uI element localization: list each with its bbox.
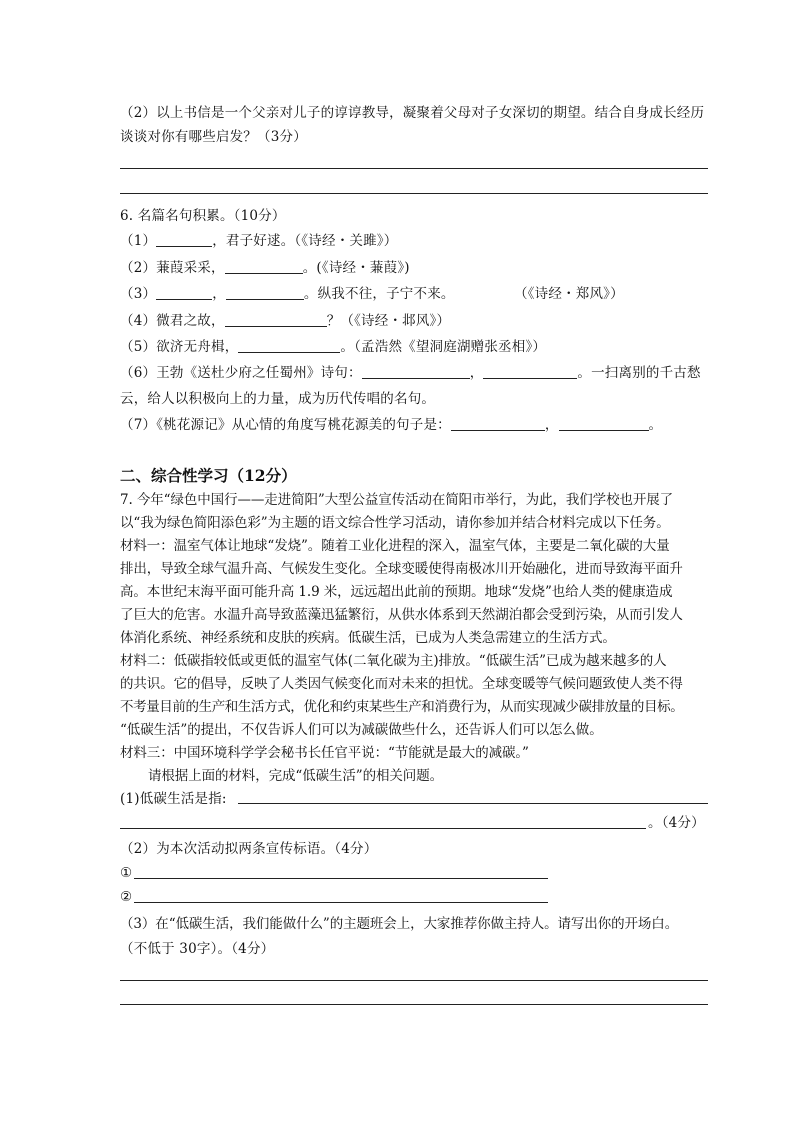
material-1-line: 体消化系统、神经系统和皮肤的疾病。低碳生活，已成为人类急需建立的生活方式。	[120, 630, 616, 646]
slogan-2-marker: ②	[120, 889, 133, 905]
instruction: 请根据上面的材料，完成“低碳生活”的相关问题。	[148, 768, 444, 784]
q7-intro-2: 以“我为绿色简阳添色彩”为主题的语文综合性学习活动，请你参加并结合材料完成以下任务。	[120, 515, 670, 531]
slogan-1-line[interactable]	[134, 878, 548, 879]
sub-question-2: （2）为本次活动拟两条宣传标语。（4分）	[120, 841, 378, 857]
fill-blank[interactable]	[225, 259, 303, 274]
item-prefix: （5）欲济无舟楫，	[120, 339, 239, 355]
q7-intro-1: 7. 今年“绿色中国行——走进简阳”大型公益宣传活动在简阳市举行，为此，我们学校也开展了	[120, 492, 674, 508]
material-3-line: 材料三：中国环境科学学会秘书长任官平说：“节能就是最大的减碳。”	[120, 745, 529, 761]
fill-blank[interactable]	[362, 364, 470, 379]
q6-item-6	[120, 363, 701, 383]
item-prefix: （1）	[120, 233, 157, 249]
item-suffix: 。	[648, 417, 663, 433]
item-prefix: （3）	[120, 286, 157, 302]
item-suffix: ？（《诗经・邶风》）	[326, 313, 451, 329]
sub-question-1-label: (1)低碳生活是指:	[120, 791, 227, 807]
material-2-line: 的共识。它的倡导，反映了人类因气候变化而对未来的担忧。全球变暖等气候问题致使人类不得	[120, 676, 683, 692]
q6-item-4	[120, 311, 450, 331]
answer-line[interactable]	[120, 828, 646, 829]
fill-blank[interactable]	[225, 312, 327, 327]
fill-blank[interactable]	[226, 285, 304, 300]
slogan-1-marker: ①	[120, 865, 133, 881]
material-2-line: “低碳生活”的提出，不仅告诉人们可以为减碳做些什么，还告诉人们可以怎么做。	[120, 722, 603, 738]
item-prefix: （6）王勃《送杜少府之任蜀州》诗句：	[120, 365, 362, 381]
item-sep: ，	[544, 417, 559, 433]
item-prefix: （2）蒹葭采采，	[120, 260, 225, 276]
fill-blank[interactable]	[483, 364, 577, 379]
item-prefix: （7）《桃花源记》从心情的角度写桃花源美的句子是：	[120, 417, 451, 433]
q6-item-2	[120, 258, 410, 278]
material-1-line: 排出，导致全球气温升高、气候发生变化。全球变暖使得南极冰川开始融化，进而导致海平面升	[120, 561, 683, 577]
fill-blank[interactable]	[559, 416, 649, 431]
q6-heading: 6. 名篇名句积累。（10分）	[120, 208, 286, 224]
item-sep: ，	[212, 286, 226, 302]
sub-question-3-line2: （不低于 30字）。（4分）	[120, 941, 275, 957]
fill-blank[interactable]	[451, 416, 545, 431]
fill-blank[interactable]	[238, 338, 340, 353]
answer-line[interactable]	[120, 1004, 708, 1005]
material-1-line: 材料一：温室气体让地球“发烧”。随着工业化进程的深入，温室气体，主要是二氧化碳的大量	[120, 538, 670, 554]
item-sep: ，	[469, 365, 484, 381]
item-prefix: （4）微君之故，	[120, 313, 225, 329]
answer-line[interactable]	[120, 980, 708, 981]
item-suffix: 。纵我不往，子宁不来。	[303, 286, 455, 302]
q6-item-3	[120, 284, 455, 304]
q5-2-line1: （2）以上书信是一个父亲对儿子的谆谆教导，凝聚着父母对子女深切的期望。结合自身成长经历	[120, 105, 705, 121]
sub-question-3-line1: （3）在“低碳生活，我们能做什么”的主题班会上，大家推荐你做主持人。请写出你的开场白。	[120, 916, 679, 932]
material-1-line: 了巨大的危害。水温升高导致蓝藻迅猛繁衍，从供水体系到天然湖泊都会受到污染，从而引发人	[120, 607, 683, 623]
item-suffix: ，君子好逑。（《诗经・关雎》）	[212, 233, 398, 249]
slogan-2-line[interactable]	[134, 902, 548, 903]
fill-blank[interactable]	[156, 232, 212, 247]
answer-line[interactable]	[238, 803, 708, 804]
item-suffix: 。(《诗经・蒹葭》)	[302, 260, 410, 276]
q6-item-6-line2: 云，给人以积极向上的力量，成为历代传唱的名句。	[120, 391, 436, 407]
sub-question-1-score: 。（4分）	[648, 815, 705, 831]
q6-item-3-source: （《诗经・郑风》）	[514, 286, 624, 302]
answer-line[interactable]	[120, 168, 708, 169]
section-title: 二、综合性学习（12分）	[120, 466, 297, 485]
fill-blank[interactable]	[156, 285, 212, 300]
material-2-line: 不考量目前的生产和生活方式，优化和约束某些生产和消费行为，从而实现减少碳排放量的目标。	[120, 699, 684, 715]
item-suffix: 。一扫离别的千古愁	[577, 365, 701, 381]
answer-line[interactable]	[120, 193, 708, 194]
q6-item-7	[120, 415, 662, 435]
q5-2-line2: 谈谈对你有哪些启发？（3分）	[120, 129, 307, 145]
material-1-line: 高。本世纪末海平面可能升高 1.9 米，远远超出此前的预期。地球“发烧”也给人类的健康造成	[120, 584, 673, 600]
q6-item-1	[120, 231, 397, 251]
item-suffix: 。（孟浩然《望洞庭湖赠张丞相》）	[340, 339, 547, 355]
q6-item-5	[120, 337, 546, 357]
material-2-line: 材料二：低碳指较低或更低的温室气体(二氧化碳为主)排放。“低碳生活”已成为越来越多的人	[120, 653, 667, 669]
